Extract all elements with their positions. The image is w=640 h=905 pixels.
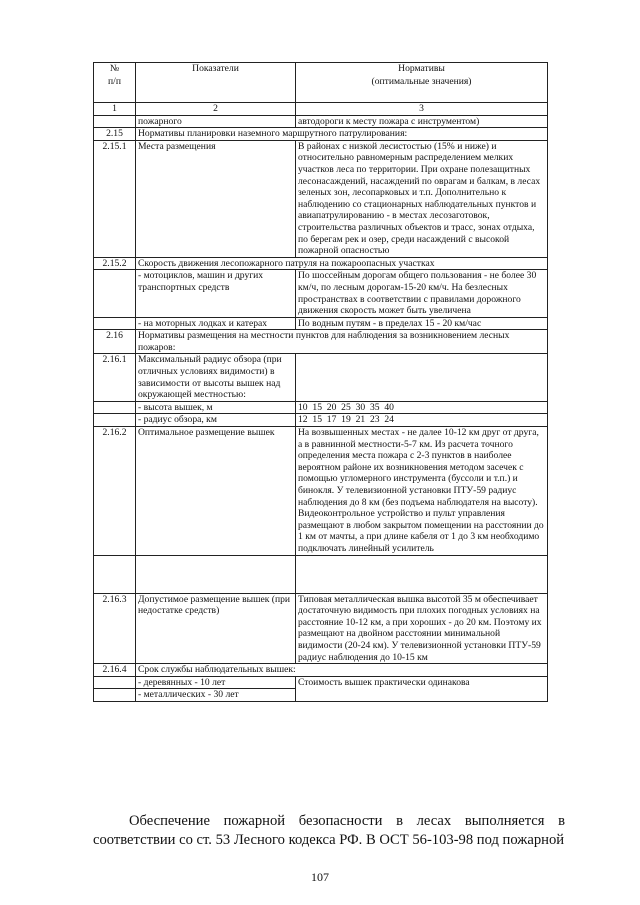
- section-title: Нормативы планировки наземного маршрутного патрулирования:: [136, 128, 548, 141]
- norm-cell: [296, 354, 548, 401]
- norm-cell: Типовая металлическая вышка высотой 35 м обеспечивает достаточную видимость при плохих погодных условиях на расстояние 10-12 км, а при хороших - до 20 км. Поэтому их размещают на двойном расстоянии минимальной видимости (20-24 км). У телевизионной установки ПТУ-59 радиус наблюдения до 10-15 км: [296, 593, 548, 664]
- table-row: [94, 317, 548, 330]
- column-index: 2: [136, 103, 296, 116]
- table-row: [94, 401, 548, 414]
- row-number: 2.15: [94, 128, 136, 141]
- page-number: 107: [311, 870, 329, 884]
- paragraph-text: Обеспечение пожарной безопасности в лесах выполняется в соответствии со ст. 53 Лесного кодекса РФ. В ОСТ 56-103-98 под пожарной: [93, 813, 565, 848]
- norm-cell: 12 15 17 19 21 23 24: [296, 414, 548, 427]
- header-number: № п/п: [94, 63, 136, 103]
- column-index: 3: [296, 103, 548, 116]
- body-paragraph: [93, 812, 565, 850]
- section-row: [94, 664, 548, 677]
- table-row: [94, 354, 548, 401]
- section-title: Нормативы размещения на местности пунктов для наблюдения за возникновением лесных пожаров:: [136, 330, 548, 354]
- section-title: Скорость движения лесопожарного патруля на пожароопасных участках: [136, 257, 548, 270]
- norm-cell: На возвышенных местах - не далее 10-12 км друг от друга, а в равнинной местности-5-7 км. Из расчета точного определения места пожара с 2-3 пунктов в наиболее вероятном районе их возникновения методом засечек с помощью угломерного инструмента (буссоли и т.п.) и бинокля. У телевизионной установки ПТУ-59 радиус наблюдения до 8 км (без подъема наблюдателя на высоту). Видеоконтрольное устройство и пульт управления размещают в любом закрытом помещении на расстоянии до 1 км от мачты, а при длине кабеля от 1 до 3 км необходимо подключать линейный усилитель: [296, 427, 548, 556]
- indicator-cell: Места размещения: [136, 140, 296, 257]
- norm-cell: 10 15 20 25 30 35 40: [296, 401, 548, 414]
- indicator-cell: - мотоциклов, машин и других транспортных средств: [136, 270, 296, 317]
- section-row: [94, 330, 548, 354]
- table-row: [94, 427, 548, 556]
- table-row: [94, 140, 548, 257]
- indicator-cell: Оптимальное размещение вышек: [136, 427, 296, 556]
- column-index-row: [94, 103, 548, 116]
- column-index: 1: [94, 103, 136, 116]
- table-row: [94, 593, 548, 664]
- norm-cell: По шоссейным дорогам общего пользования - не более 30 км/ч, по лесным дорогам-15-20 км/ч. На безлесных пространствах в соответствии с правилами дорожного движения скорость может быть увеличена: [296, 270, 548, 317]
- row-number: 2.16.3: [94, 593, 136, 664]
- norms-table: [93, 62, 548, 702]
- row-number: 2.16.2: [94, 427, 136, 556]
- indicator-cell: - на моторных лодках и катерах: [136, 317, 296, 330]
- row-number: 2.16.4: [94, 664, 136, 677]
- norm-cell: Стоимость вышек практически одинакова: [296, 676, 548, 701]
- table-header-row: [94, 63, 548, 103]
- indicator-cell: - радиус обзора, км: [136, 414, 296, 427]
- norm-cell: автодороги к месту пожара с инструментом): [296, 115, 548, 128]
- indicator-cell: пожарного: [136, 115, 296, 128]
- table-row: [94, 414, 548, 427]
- indicator-cell: Допустимое размещение вышек (при недостатке средств): [136, 593, 296, 664]
- indicator-cell: - деревянных - 10 лет: [136, 676, 296, 689]
- section-row: [94, 257, 548, 270]
- norm-cell: По водным путям - в пределах 15 - 20 км/час: [296, 317, 548, 330]
- header-indicators: Показатели: [136, 63, 296, 103]
- row-number: 2.16.1: [94, 354, 136, 401]
- table-row: [94, 555, 548, 593]
- norm-cell: В районах с низкой лесистостью (15% и ниже) и относительно равномерным распределением мелких участков леса по территории. При охране полезащитных лесонасаждений, насаждений по оврагам и балкам, в лесах зеленых зон, лесопарковых и т.п. Дополнительно к наблюдению со стационарных наблюдательных пунктов и авиапатрулированию - в местах лесозаготовок, строительства различных объектов и трасс, зонах отдыха, по берегам рек и озер, среди насаждений с высокой пожарной опасностью: [296, 140, 548, 257]
- table-row: [94, 115, 548, 128]
- section-title: Срок службы наблюдательных вышек:: [136, 664, 548, 677]
- row-number: 2.15.2: [94, 257, 136, 270]
- table-row: [94, 270, 548, 317]
- section-row: [94, 128, 548, 141]
- indicator-cell: Максимальный радиус обзора (при отличных условиях видимости) в зависимости от высоты вышек над окружающей местностью:: [136, 354, 296, 401]
- row-number: 2.16: [94, 330, 136, 354]
- table-row: [94, 676, 548, 689]
- indicator-cell: - металлических - 30 лет: [136, 689, 296, 702]
- header-norms: Нормативы (оптимальные значения): [296, 63, 548, 103]
- row-number: 2.15.1: [94, 140, 136, 257]
- indicator-cell: - высота вышек, м: [136, 401, 296, 414]
